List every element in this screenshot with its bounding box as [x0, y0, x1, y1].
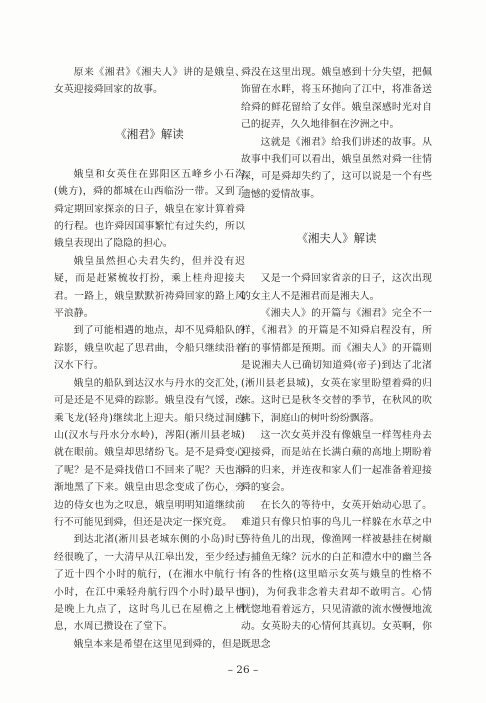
- body-paragraph: 娥皇本来是希望在这里见到舜的，但是: [73, 638, 242, 650]
- body-paragraph: 又是一个舜回家省亲的日子，这次出现的女主人不是湘君而是湘夫人。: [241, 273, 432, 302]
- section-heading-xiangjun: 《湘君》解读: [115, 126, 184, 141]
- continued-paragraph: 舜没在这里出现。娥皇感到十分失望，把佩饰留在水畔，将玉环抛向了江中，将准备送给舜的鲜花留给了女伴。娥皇深感时光对自己的捉弄，久久地徘徊在汐洲之中。: [241, 67, 432, 131]
- body-paragraph: 娥皇的船队到达汉水与丹水的交汇处，可是还是不见舜的踪影。娥皇没有气馁，改乘飞龙(轻舟)继续北上迎夫。船只绕过洞庭山(汉水与丹水分水岭)，涔阳(淅川县老城)就在眼前。娥皇却思绪纷飞。是不是舜变心了呢？是不是舜找借口不回来了呢？天也渐渐地黑了下来。娥皇由思念变成了伤心，旁边的侍女也为之叹息，娥皇明明知道继续前行不可能见到舜，但还是决定一探究竟。: [54, 377, 245, 528]
- intro-paragraph: 原来《湘君》《湘夫人》讲的是娥皇、女英迎接舜回家的故事。: [54, 67, 245, 96]
- body-paragraph: 这就是《湘君》给我们讲述的故事。从故事中我们可以看出，娥皇虽然对舜一往情深，可是舜却失约了，这可以说是一个有些遗憾的爱情故事。: [241, 136, 432, 200]
- left-column: [54, 64, 245, 653]
- right-column: [241, 64, 432, 653]
- body-paragraph: 在长久的等待中，女英开始动心思了。难道只有像只怕事的鸟儿一样躲在水草之中等待鱼儿的出现，像渔网一样被悬挂在树巅与捕鱼无缘？沅水的白芷和澧水中的幽兰各有各的性格(这里暗示女英与娥皇的性格不同)，为何我非念着夫君却不敢明言。心情恍惚地看着远方，只见清澈的流水慢慢地流动。女英盼夫的心情何其真切。女英啊，你既思念: [241, 499, 432, 650]
- body-paragraph: 到了可能相遇的地点，却不见舜船队的踪影，娥皇吹起了思君曲，令船只继续沿着汉水下行。: [54, 325, 245, 372]
- body-paragraph: 到达北渚(淅川县老城东侧的小岛)时已经很晚了，一大清早从江皋出发，至少经过了近十四个小时的航行，(在湘水中航行十小时，在江中乘轻舟航行四个小时)最早也是晚上九点了，这时鸟儿已在屋檐之上栖息，水周已攒设在了堂下。: [54, 534, 245, 633]
- body-paragraph: 《湘夫人》的开篇与《湘君》完全不一样，《湘君》的开篇是不知舜启程没有，所有的事情都是预期。而《湘夫人》的开篇则是说湘夫人已确切知道舜(帝子)到达了北渚(淅川县老县城)，女英在家里盼望着舜的归来。这时已是秋冬交替的季节，在秋风的吹拂下，洞庭山的树叶纷纷飘落。: [241, 308, 432, 424]
- page-number: – 26 –: [227, 664, 259, 676]
- section-heading-xiangfuren: 《湘夫人》解读: [296, 231, 377, 246]
- body-paragraph: 娥皇虽然担心夫君失约，但并没有迟疑，而是赶紧梳妆打扮，乘上桂舟迎接夫君。一路上，娥皇默默祈祷舜回家的路上风平浪静。: [54, 255, 245, 320]
- body-paragraph: 娥皇和女英住在郢阳区五峰乡小石沟(姚方)，舜的都城在山西临汾一带。又到了舜定期回家探亲的日子，娥皇在家计算着舜的行程。也许舜因国事繁忙有过失约，所以娥皇表现出了隐隐的担心。: [54, 168, 245, 250]
- body-paragraph: 这一次女英并没有像娥皇一样驾桂舟去迎接舜，而是站在长满白蘋的高地上期盼着舜的归来，并连夜和家人们一起准备着迎接舜的宴会。: [241, 429, 432, 494]
